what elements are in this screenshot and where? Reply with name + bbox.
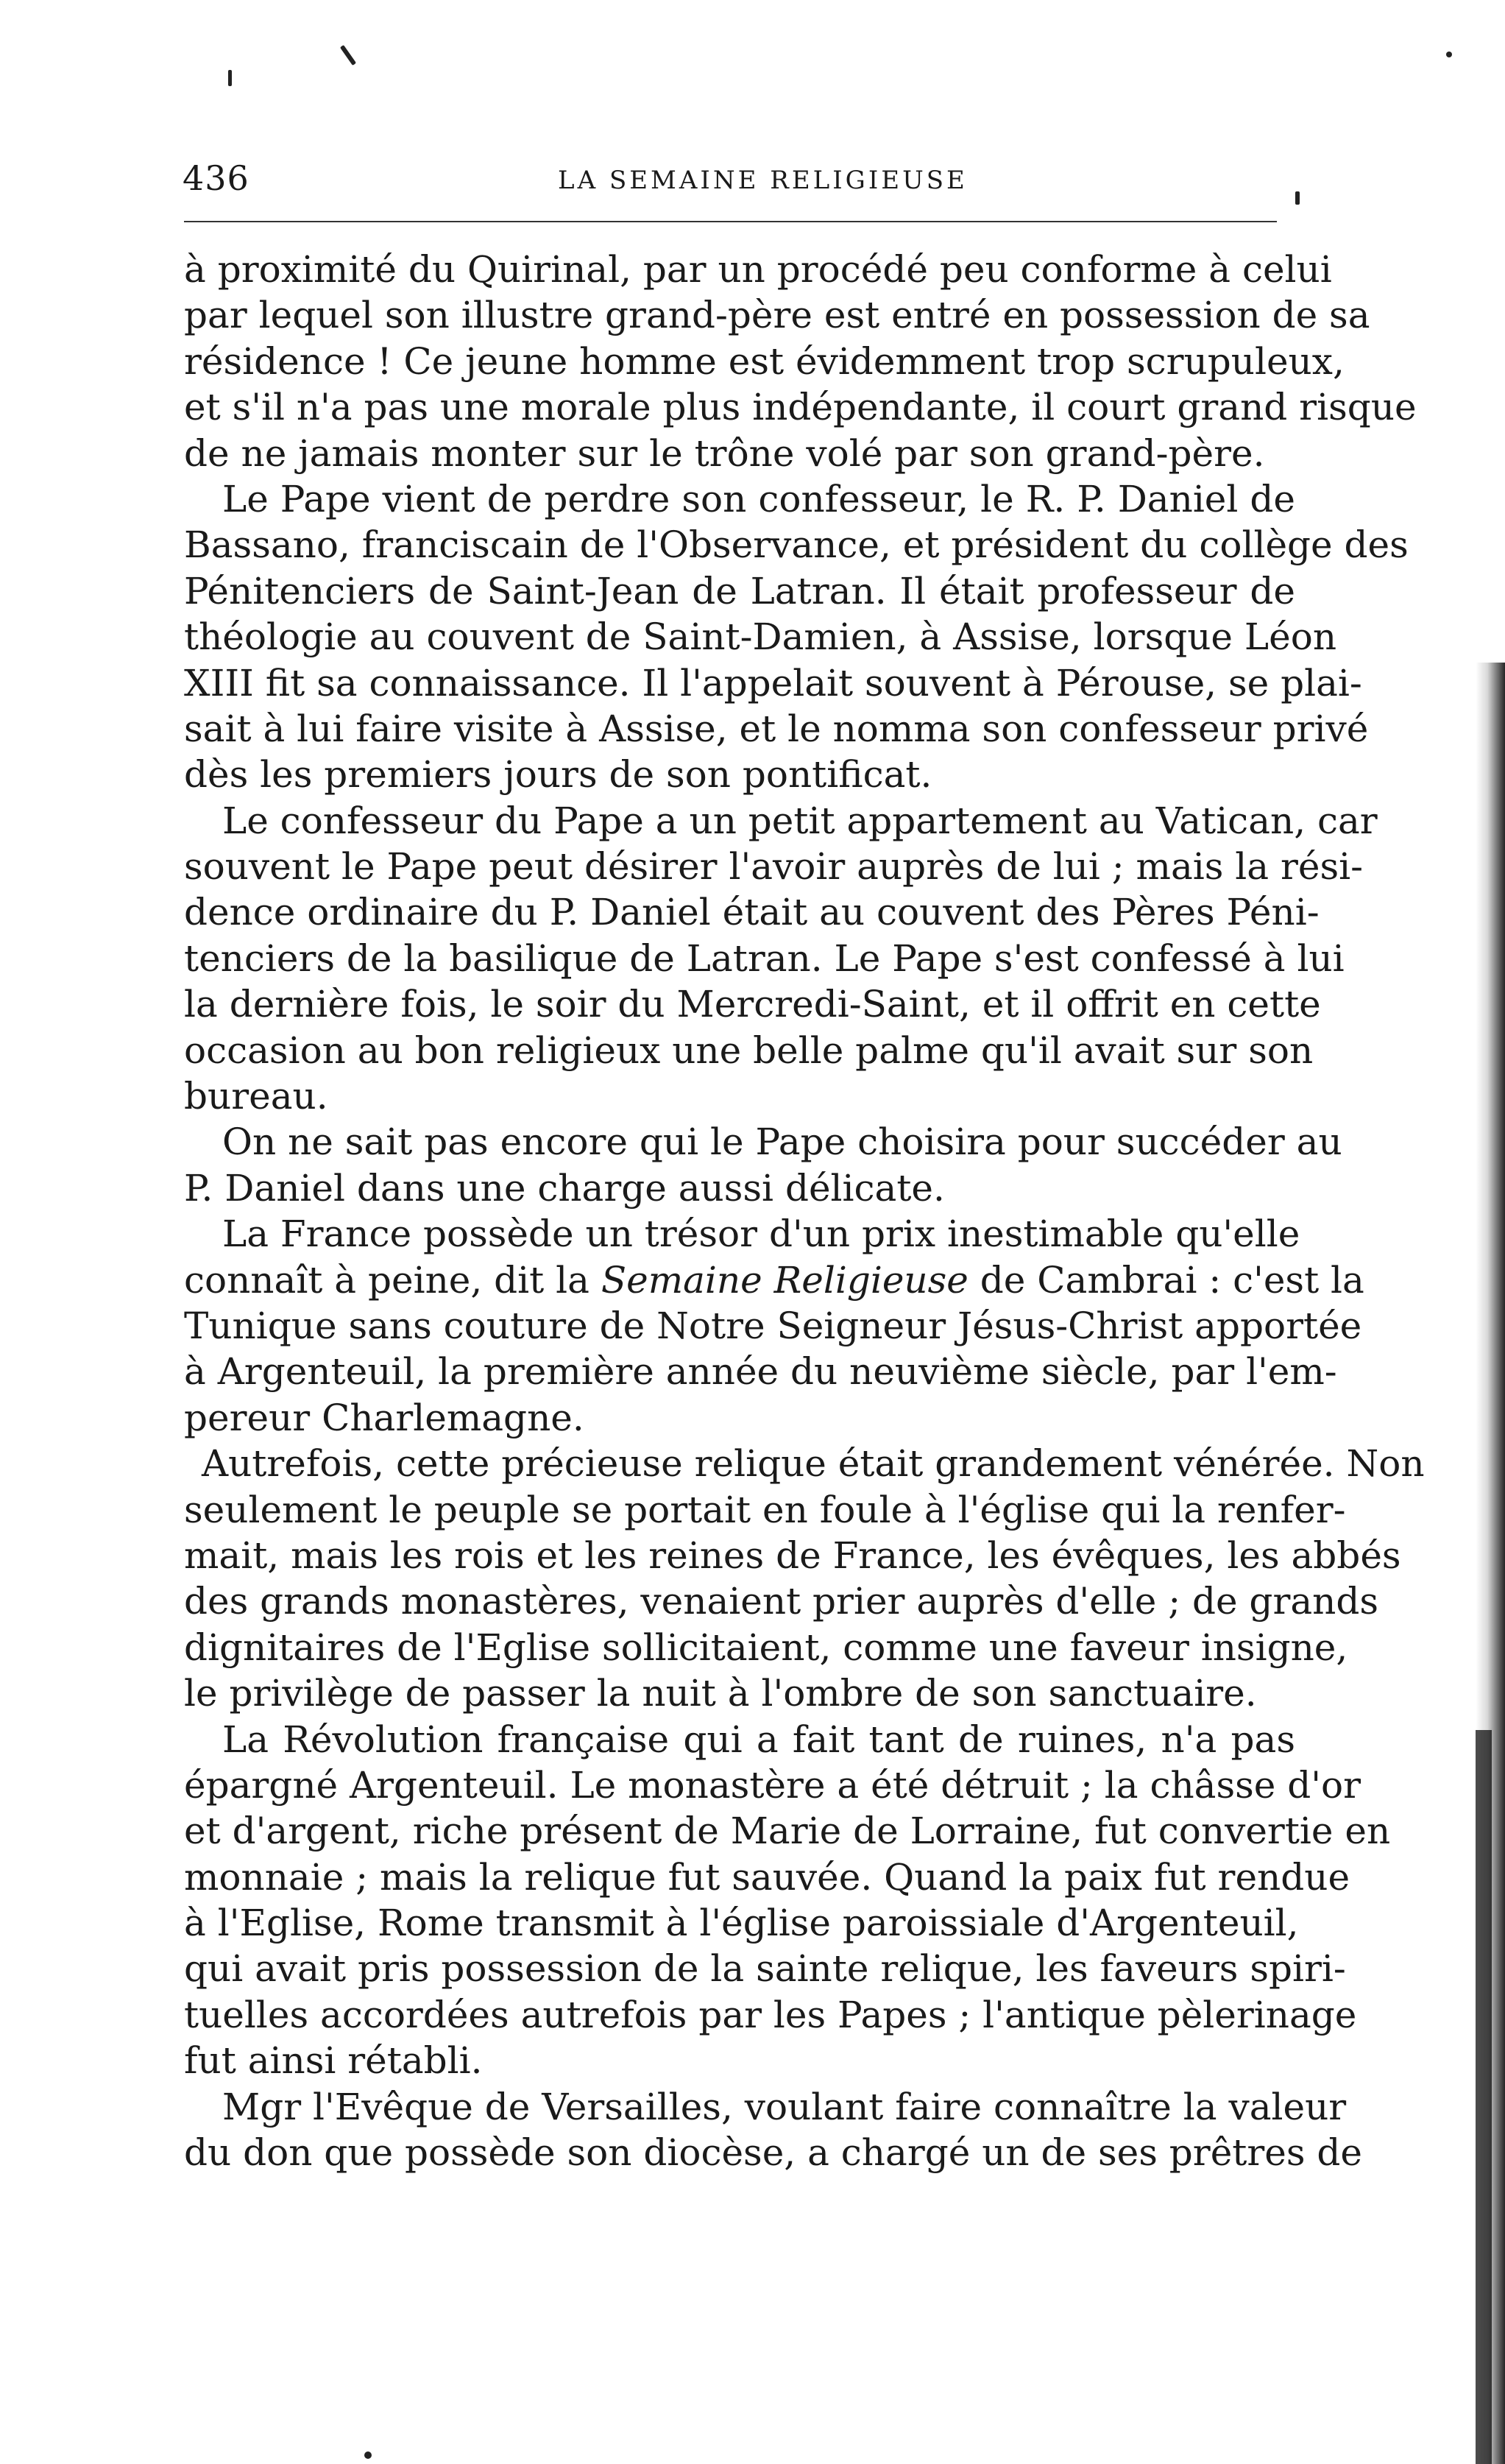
text-line: bureau.: [184, 1075, 328, 1118]
text-line: Tunique sans couture de Notre Seigneur Jésus-Christ apportée: [184, 1304, 1362, 1347]
text-line: mait, mais les rois et les reines de France, les évêques, les abbés: [184, 1533, 1401, 1577]
page-header: [183, 158, 1286, 210]
text-line: la dernière fois, le soir du Mercredi-Saint, et il offrit en cette: [184, 983, 1321, 1026]
text-line: tenciers de la basilique de Latran. Le Pape s'est confessé à lui: [184, 936, 1345, 980]
scan-speck: [228, 70, 232, 86]
text-line: Autrefois, cette précieuse relique était grandement vénérée. Non: [202, 1442, 1425, 1486]
scan-speck: [1446, 52, 1452, 57]
text-line: épargné Argenteuil. Le monastère a été détruit ; la châsse d'or: [184, 1763, 1361, 1807]
text-segment: connaît à peine, dit la: [184, 1258, 589, 1302]
text-line: fut ainsi rétabli.: [184, 2039, 483, 2083]
text-line: Bassano, franciscain de l'Observance, et président du collège des: [184, 523, 1409, 567]
text-line: par lequel son illustre grand-père est entré en possession de sa: [184, 294, 1370, 337]
text-line: pereur Charlemagne.: [184, 1396, 584, 1439]
text-line: monnaie ; mais la relique fut sauvée. Quand la paix fut rendue: [184, 1855, 1350, 1899]
text-line: à proximité du Quirinal, par un procédé peu conforme à celui: [184, 248, 1332, 291]
scan-speck: [364, 2451, 372, 2459]
text-line: Pénitenciers de Saint-Jean de Latran. Il était professeur de: [184, 569, 1295, 613]
text-line: dignitaires de l'Eglise sollicitaient, comme une faveur insigne,: [184, 1625, 1348, 1669]
text-line: résidence ! Ce jeune homme est évidemment trop scrupuleux,: [184, 339, 1345, 383]
text-line: P. Daniel dans une charge aussi délicate.: [184, 1166, 945, 1210]
text-line: [184, 1257, 1364, 1303]
text-line: sait à lui faire visite à Assise, et le nomma son confesseur privé: [184, 707, 1369, 750]
text-line: dès les premiers jours de son pontificat.: [184, 753, 932, 797]
text-line: XIII fit sa connaissance. Il l'appelait souvent à Pérouse, se plai-: [184, 661, 1362, 705]
text-line: souvent le Pape peut désirer l'avoir auprès de lui ; mais la rési-: [184, 845, 1364, 889]
text-line: tuelles accordées autrefois par les Papes ; l'antique pèlerinage: [184, 1993, 1357, 2036]
publication-title: Semaine Religieuse: [601, 1258, 968, 1302]
scan-shadow-band: [1476, 1730, 1492, 2464]
text-line: dence ordinaire du P. Daniel était au couvent des Pères Péni-: [184, 891, 1320, 934]
scan-speck: [340, 45, 356, 66]
text-line: qui avait pris possession de la sainte relique, les faveurs spiri-: [184, 1947, 1346, 1991]
page-number: 436: [183, 158, 249, 198]
text-line: et d'argent, riche présent de Marie de Lorraine, fut convertie en: [184, 1810, 1391, 1853]
text-line: à l'Eglise, Rome transmit à l'église paroissiale d'Argenteuil,: [184, 1902, 1299, 1945]
text-line: seulement le peuple se portait en foule à l'église qui la renfer-: [184, 1488, 1346, 1531]
text-line: On ne sait pas encore qui le Pape choisira pour succéder au: [222, 1120, 1342, 1164]
text-line: le privilège de passer la nuit à l'ombre de son sanctuaire.: [184, 1672, 1257, 1715]
text-line: occasion au bon religieux une belle palme qu'il avait sur son: [184, 1028, 1314, 1072]
text-line: Le confesseur du Pape a un petit appartement au Vatican, car: [222, 799, 1378, 842]
text-line: Mgr l'Evêque de Versailles, voulant faire connaître la valeur: [222, 2085, 1347, 2128]
text-segment: de Cambrai : c'est la: [980, 1258, 1364, 1302]
text-line: du don que possède son diocèse, a chargé un de ses prêtres de: [184, 2131, 1363, 2175]
text-line: des grands monastères, venaient prier auprès d'elle ; de grands: [184, 1580, 1379, 1623]
text-line: Le Pape vient de perdre son confesseur, le R. P. Daniel de: [222, 477, 1295, 520]
text-line: La France possède un trésor d'un prix inestimable qu'elle: [222, 1212, 1300, 1256]
header-rule: [184, 221, 1277, 222]
running-title: LA SEMAINE RELIGIEUSE: [558, 166, 968, 195]
body-text: [184, 247, 1425, 2175]
text-line: de ne jamais monter sur le trône volé par son grand-père.: [184, 431, 1265, 475]
scan-speck: [1295, 191, 1300, 205]
text-line: à Argenteuil, la première année du neuvième siècle, par l'em-: [184, 1350, 1337, 1394]
text-line: La Révolution française qui a fait tant de ruines, n'a pas: [222, 1718, 1295, 1761]
text-line: théologie au couvent de Saint-Damien, à Assise, lorsque Léon: [184, 615, 1337, 659]
text-line: et s'il n'a pas une morale plus indépendante, il court grand risque: [184, 386, 1417, 429]
